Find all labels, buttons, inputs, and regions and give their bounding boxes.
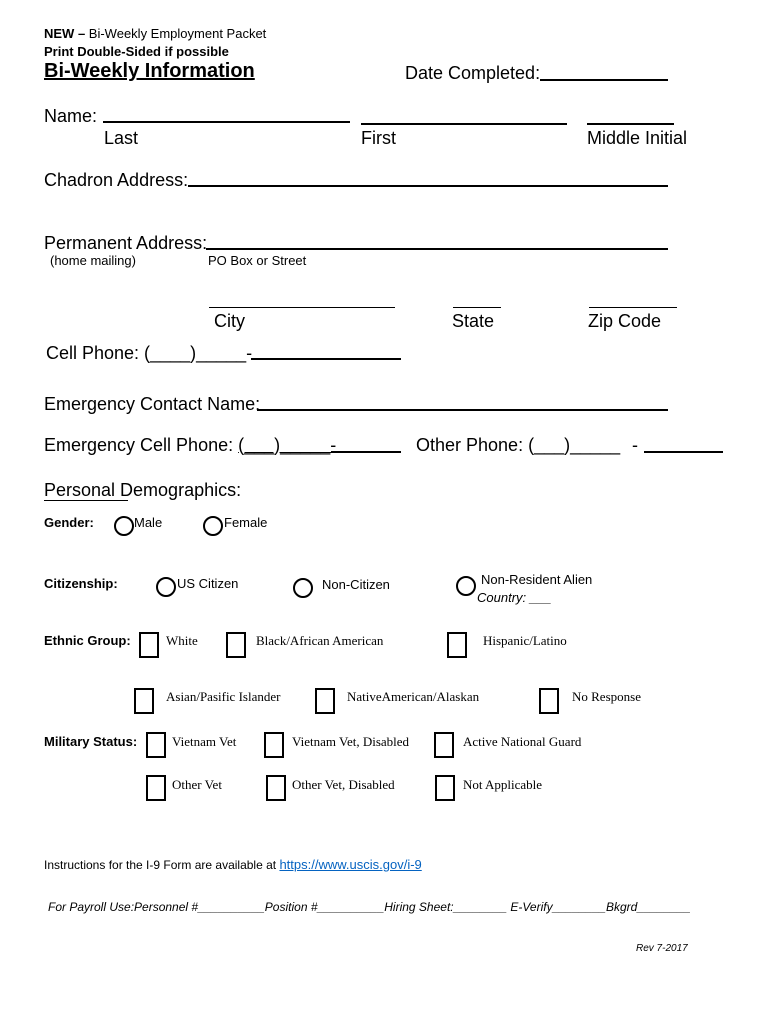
- ethnic-no-response-label: No Response: [572, 689, 641, 704]
- chadron-address-field[interactable]: [188, 185, 668, 187]
- ethnic-hispanic-checkbox[interactable]: [447, 632, 467, 658]
- military-other-vet-label: Other Vet: [172, 777, 222, 792]
- cell-phone-label: Cell Phone: (____)_____-: [46, 343, 253, 363]
- ethnic-asian-label: Asian/Pasific Islander: [166, 689, 281, 704]
- city-caption: City: [214, 311, 245, 331]
- citizenship-non-label: Non-Citizen: [322, 577, 390, 592]
- ethnic-white-label: White: [166, 633, 198, 648]
- i9-instructions: [44, 857, 422, 872]
- citizenship-non-radio[interactable]: [293, 578, 313, 598]
- packet-prefix: NEW –: [44, 26, 89, 41]
- middle-initial-field[interactable]: [587, 123, 674, 125]
- i9-link[interactable]: https://www.uscis.gov/i-9: [279, 857, 422, 872]
- po-box-caption: PO Box or Street: [208, 253, 307, 268]
- gender-female-radio[interactable]: [203, 516, 223, 536]
- military-vietnam-disabled-label: Vietnam Vet, Disabled: [292, 734, 410, 749]
- ethnic-white-checkbox[interactable]: [139, 632, 159, 658]
- permanent-address-field[interactable]: [206, 248, 668, 250]
- ethnic-asian-checkbox[interactable]: [134, 688, 154, 714]
- military-status-label: Military Status:: [44, 734, 138, 749]
- name-label: Name:: [44, 106, 98, 126]
- date-completed-label: Date Completed:: [405, 63, 541, 83]
- date-completed-field[interactable]: [540, 79, 668, 81]
- last-name-field[interactable]: [103, 121, 350, 123]
- print-note: Print Double-Sided if possible: [44, 44, 229, 59]
- citizenship-label: Citizenship:: [44, 576, 118, 591]
- ethnic-group-label: Ethnic Group:: [44, 633, 131, 648]
- demographics-heading-underline: [44, 500, 128, 501]
- zip-field[interactable]: [589, 307, 677, 308]
- form-title: Bi-Weekly Information: [44, 60, 255, 82]
- emergency-cell-format: (___)_____-: [238, 435, 337, 455]
- city-field[interactable]: [209, 307, 395, 308]
- gender-female-label: Female: [224, 515, 268, 530]
- ethnic-no-response-checkbox[interactable]: [539, 688, 559, 714]
- citizenship-nonresident-label: Non-Resident Alien: [481, 572, 593, 587]
- packet-title-text: Bi-Weekly Employment Packet: [88, 26, 267, 41]
- first-name-field[interactable]: [361, 123, 567, 125]
- last-name-caption: Last: [104, 128, 139, 148]
- military-not-applicable-checkbox[interactable]: [435, 775, 455, 801]
- military-other-vet-disabled-checkbox[interactable]: [266, 775, 286, 801]
- packet-title: [44, 26, 266, 41]
- demographics-heading: Personal Demographics:: [44, 480, 242, 500]
- citizenship-nonresident-radio[interactable]: [456, 576, 476, 596]
- military-vietnam-label: Vietnam Vet: [172, 734, 237, 749]
- i9-instructions-text: Instructions for the I-9 Form are available at: [44, 858, 280, 872]
- state-caption: State: [452, 311, 495, 331]
- emergency-contact-label: Emergency Contact Name:: [44, 394, 261, 414]
- revision-label: Rev 7-2017: [636, 943, 688, 954]
- military-vietnam-disabled-checkbox[interactable]: [264, 732, 284, 758]
- ethnic-native-label: NativeAmerican/Alaskan: [347, 689, 480, 704]
- military-not-applicable-label: Not Applicable: [463, 777, 543, 792]
- chadron-address-label: Chadron Address:: [44, 170, 189, 190]
- emergency-cell-label-text: Emergency Cell Phone:: [44, 435, 234, 455]
- permanent-address-label: Permanent Address:: [44, 233, 208, 253]
- state-field[interactable]: [453, 307, 501, 308]
- ethnic-black-label: Black/African American: [256, 633, 384, 648]
- cell-phone-field[interactable]: [251, 358, 401, 360]
- ethnic-native-checkbox[interactable]: [315, 688, 335, 714]
- other-phone-field[interactable]: [644, 451, 723, 453]
- emergency-cell-label: [44, 435, 336, 456]
- zip-caption: Zip Code: [588, 311, 662, 331]
- first-name-caption: First: [361, 128, 396, 148]
- citizenship-us-label: US Citizen: [177, 576, 239, 591]
- country-label: Country: ___: [477, 590, 552, 605]
- emergency-contact-field[interactable]: [257, 409, 668, 411]
- gender-label: Gender:: [44, 515, 94, 530]
- payroll-use-line: For Payroll Use:Personnel #__________Position #__________Hiring Sheet:________ E-Verify________Bkgrd________: [48, 900, 691, 914]
- military-other-vet-checkbox[interactable]: [146, 775, 166, 801]
- country-blank: ___: [529, 590, 552, 605]
- emergency-cell-field[interactable]: [331, 451, 401, 453]
- gender-male-radio[interactable]: [114, 516, 134, 536]
- citizenship-us-radio[interactable]: [156, 577, 176, 597]
- home-mailing-note: (home mailing): [50, 253, 136, 268]
- other-phone-dash: -: [632, 435, 638, 455]
- ethnic-black-checkbox[interactable]: [226, 632, 246, 658]
- military-national-guard-checkbox[interactable]: [434, 732, 454, 758]
- ethnic-hispanic-label: Hispanic/Latino: [483, 633, 567, 648]
- middle-initial-caption: Middle Initial: [587, 128, 688, 148]
- military-vietnam-checkbox[interactable]: [146, 732, 166, 758]
- military-other-vet-disabled-label: Other Vet, Disabled: [292, 777, 395, 792]
- gender-male-label: Male: [134, 515, 163, 530]
- military-national-guard-label: Active National Guard: [463, 734, 582, 749]
- other-phone-label: Other Phone: (___)_____: [416, 435, 621, 455]
